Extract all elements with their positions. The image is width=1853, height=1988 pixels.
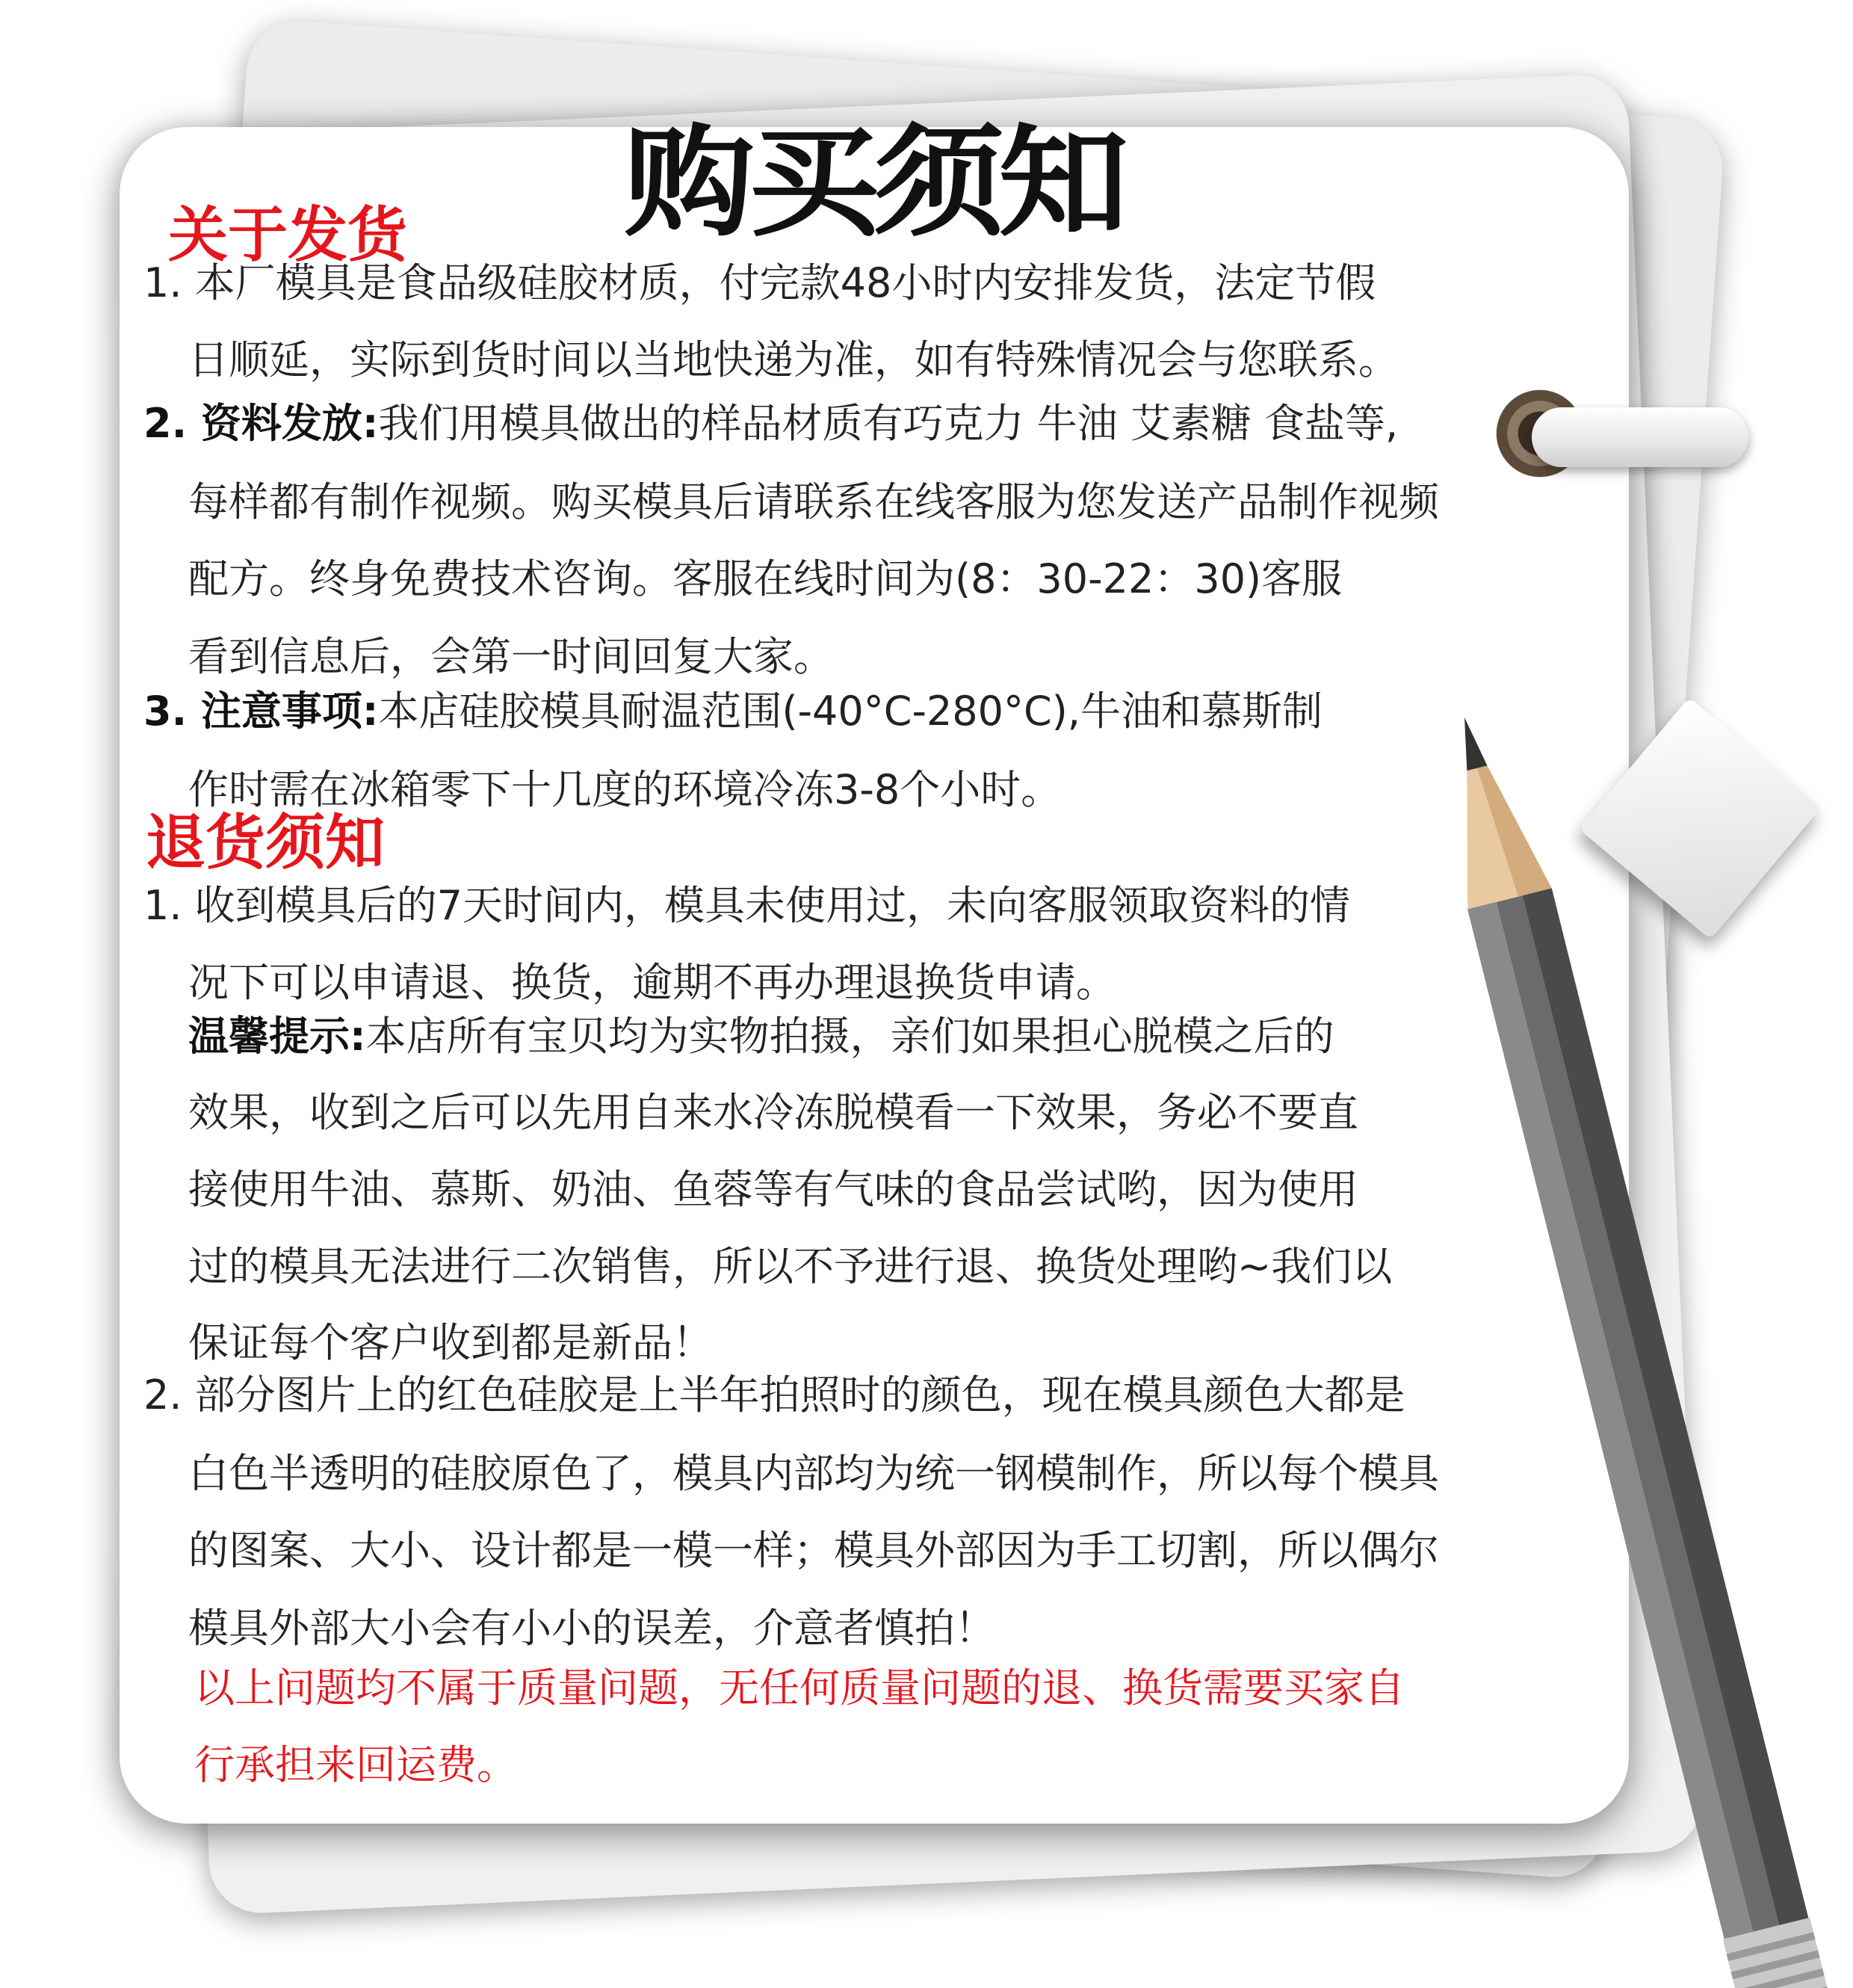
clip-bar-icon: [1532, 407, 1748, 467]
color-note-line: 模具外部大小会有小小的误差，介意者慎拍！: [188, 1605, 995, 1652]
shipping-fee-notice: 以上问题均不属于质量问题，无任何质量问题的退、换货需要买家自: [194, 1664, 1405, 1711]
materials-line: 配方。终身免费技术咨询。客服在线时间为(8：30-22：30)客服: [188, 555, 1343, 602]
tip-line: 本店所有宝贝均为实物拍摄，亲们如果担心脱模之后的: [365, 1013, 1334, 1060]
color-note-line: 的图案、大小、设计都是一模一样；模具外部因为手工切割，所以偶尔: [188, 1527, 1439, 1574]
color-note-line: 白色半透明的硅胶原色了，模具内部均为统一钢模制作，所以每个模具: [188, 1450, 1439, 1497]
tip-line: 接使用牛油、慕斯、奶油、鱼蓉等有气味的食品尝试哟，因为使用: [188, 1166, 1358, 1213]
shipping-line: 1. 本厂模具是食品级硅胶材质，付完款48小时内安排发货，法定节假: [143, 259, 1376, 306]
returns-line: 1. 收到模具后的7天时间内，模具未使用过，未向客服领取资料的情: [143, 882, 1351, 929]
tip-item: [188, 1013, 1334, 1060]
materials-label: 2. 资料发放:: [143, 400, 379, 447]
tip-line: 保证每个客户收到都是新品！: [188, 1319, 713, 1366]
color-note-line: 2. 部分图片上的红色硅胶是上半年拍照时的颜色，现在模具颜色大都是: [143, 1371, 1405, 1419]
returns-heading: 退货须知: [146, 808, 385, 877]
shipping-heading: 关于发货: [168, 200, 407, 270]
returns-line: 况下可以申请退、换货，逾期不再办理退换货申请。: [188, 959, 1116, 1006]
caution-item: [143, 688, 1323, 735]
tip-label: 温馨提示:: [188, 1013, 366, 1060]
shipping-line: 日顺延，实际到货时间以当地快递为准，如有特殊情况会与您联系。: [188, 336, 1399, 383]
tip-line: 效果，收到之后可以先用自来水冷冻脱模看一下效果，务必不要直: [188, 1089, 1358, 1136]
materials-line: 每样都有制作视频。购买模具后请联系在线客服为您发送产品制作视频: [188, 478, 1439, 525]
page-title: 购买须知: [624, 114, 1123, 253]
caution-line: 本店硅胶模具耐温范围(-40°C-280°C),牛油和慕斯制: [378, 688, 1323, 735]
materials-line: 看到信息后，会第一时间回复大家。: [188, 633, 834, 680]
shipping-fee-notice: 行承担来回运费。: [194, 1741, 517, 1788]
materials-item: [143, 400, 1399, 447]
caution-line: 作时需在冰箱零下十几度的环境冷冻3-8个小时。: [188, 766, 1062, 813]
tip-line: 过的模具无法进行二次销售，所以不予进行退、换货处理哟~我们以: [188, 1243, 1393, 1290]
materials-line: 我们用模具做出的样品材质有巧克力 牛油 艾素糖 食盐等,: [378, 400, 1399, 447]
caution-label: 3. 注意事项:: [143, 688, 379, 735]
